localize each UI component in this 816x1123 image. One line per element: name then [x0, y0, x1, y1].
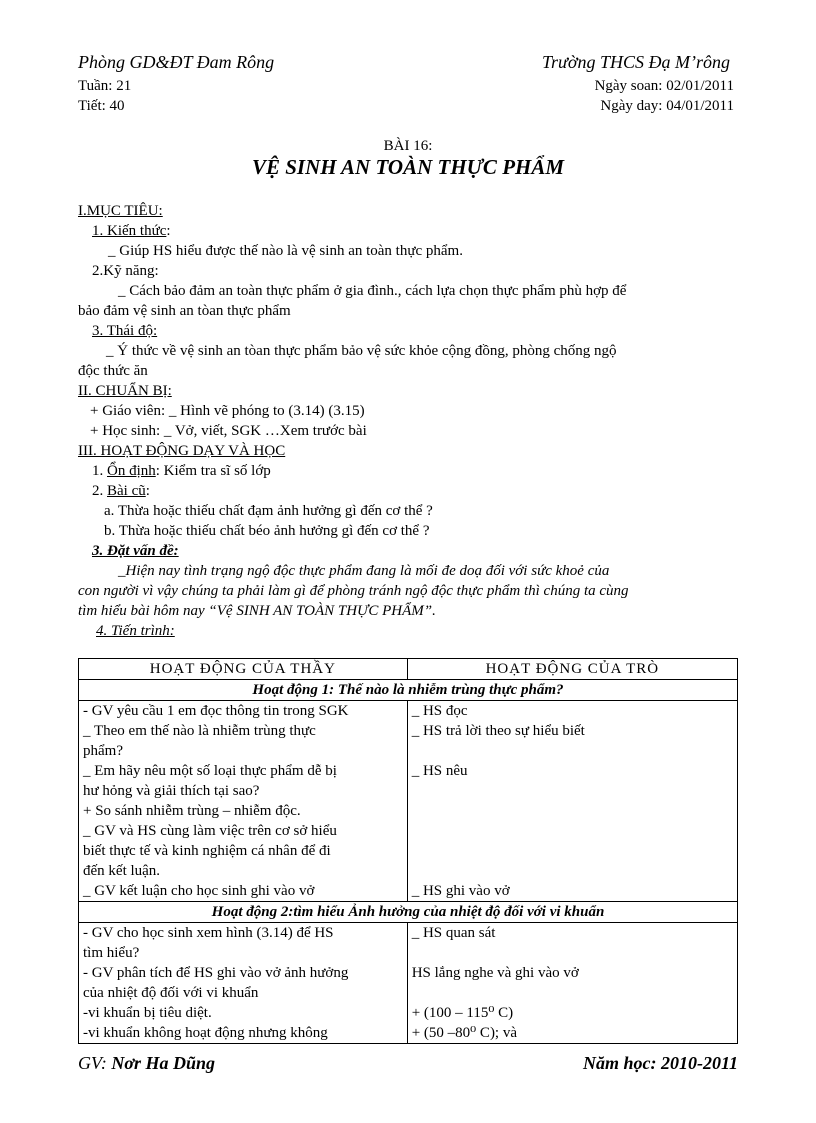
a1-student-line — [412, 741, 733, 761]
column-header-teacher: HOẠT ĐỘNG CỦA THẦY — [79, 659, 408, 680]
department-name: Phòng GD&ĐT Đam Rông — [78, 52, 275, 72]
footer-school-year: Năm học: 2010-2011 — [583, 1053, 738, 1073]
a2-student-line — [412, 943, 733, 963]
period-number: Tiết: 40 — [78, 98, 125, 114]
knowledge-text: _ Giúp HS hiểu được thế nào là vệ sinh an toàn thực phẩm. — [108, 243, 463, 259]
a1-student-line: _ HS trả lời theo sự hiểu biết — [411, 723, 585, 739]
a1-teacher-line: - GV yêu cầu 1 em đọc thông tin trong SGK — [83, 703, 349, 719]
a1-student-line — [412, 801, 733, 821]
a1-student-line — [412, 841, 733, 861]
a1-teacher-line: + So sánh nhiễm trùng – nhiễm độc. — [83, 803, 301, 819]
a2-teacher-line: tìm hiểu? — [83, 945, 140, 961]
a2-student-line — [412, 983, 733, 1003]
footer-teacher-label: GV: — [78, 1053, 112, 1073]
objectives-heading: I.MỤC TIÊU: — [78, 203, 163, 219]
lesson-body — [78, 201, 738, 641]
activity-2-header-row — [79, 902, 738, 923]
step1-prefix: 1. — [92, 463, 107, 479]
step1-text: : Kiểm tra sĩ số lớp — [155, 463, 271, 479]
column-header-student: HOẠT ĐỘNG CỦA TRÒ — [407, 659, 737, 680]
a2-teacher-line: -vi khuẩn không hoạt động nhưng không — [83, 1025, 328, 1041]
step2-label: Bài cũ — [107, 483, 146, 499]
skill-label: 2.Kỹ năng: — [92, 263, 159, 279]
a1-student-line: _ HS đọc — [411, 703, 468, 719]
a2-teacher-line: của nhiệt độ đối với vi khuẩn — [83, 985, 259, 1001]
activity-2-teacher-cell — [79, 923, 408, 1044]
lesson-title: VỆ SINH AN TOÀN THỰC PHẨM — [251, 155, 565, 179]
a1-teacher-line: _ GV kết luận cho học sinh ghi vào vở — [83, 883, 315, 899]
step3-label: 3. Đặt vấn đề: — [92, 543, 179, 559]
step1-label: Ổn định — [107, 463, 156, 479]
step4-label: 4. Tiến trình: — [96, 623, 175, 639]
table-header-row — [79, 659, 738, 680]
attitude-text-1: _ Ý thức về vệ sinh an tòan thực phẩm bảo vệ sức khỏe cộng đồng, phòng chống ngộ — [106, 343, 617, 359]
step2-prefix: 2. — [92, 483, 107, 499]
review-question-b: b. Thừa hoặc thiếu chất béo ảnh hưởng gì đến cơ thể ? — [104, 523, 430, 539]
a1-teacher-line: hư hỏng và giải thích tại sao? — [83, 783, 260, 799]
a2-student-line: _ HS quan sát — [411, 925, 496, 941]
knowledge-colon: : — [166, 223, 171, 239]
activity-2-student-cell — [407, 923, 737, 1044]
step3-text-1: _Hiện nay tình trạng ngộ độc thực phẩm đang là mối đe doạ đối với sức khoẻ của — [118, 563, 610, 579]
a2-student-line: HS lắng nghe và ghi vào vở — [411, 965, 579, 981]
activity-1-row — [79, 701, 738, 902]
a2-teacher-line: - GV phân tích để HS ghi vào vở ảnh hưởng — [83, 965, 349, 981]
activity-1-header-row — [79, 680, 738, 701]
step2-suffix: : — [145, 483, 150, 499]
a2-student-line: + (50 –80⁰ C); và — [411, 1025, 518, 1041]
step3-text-2: con người vì vậy chúng ta phải làm gì để phòng tránh ngộ độc thực phẩm thì chúng ta cùng — [78, 583, 629, 599]
a1-teacher-line: _ Theo em thế nào là nhiễm trùng thực — [83, 723, 316, 739]
skill-text-1: _ Cách bảo đảm an toàn thực phẩm ở gia đình., cách lựa chọn thực phẩm phù hợp để — [118, 283, 627, 299]
activity-1-title: Hoạt động 1: Thế nào là nhiễm trùng thực phẩm? — [79, 680, 738, 701]
attitude-label: 3. Thái độ: — [92, 323, 158, 339]
date-prepared: Ngày soan: 02/01/2011 — [594, 78, 734, 94]
a1-teacher-line: _ GV và HS cùng làm việc trên cơ sở hiểu — [83, 823, 337, 839]
preparation-heading: II. CHUẨN BỊ: — [78, 383, 172, 399]
a2-teacher-line: -vi khuẩn bị tiêu diệt. — [83, 1005, 212, 1021]
a2-student-line: + (100 – 115⁰ C) — [411, 1005, 514, 1021]
activity-1-student-cell — [407, 701, 737, 902]
a1-student-line — [412, 861, 733, 881]
activity-2-row — [79, 923, 738, 1044]
a1-student-line — [412, 821, 733, 841]
activities-heading: III. HOẠT ĐỘNG DẠY VÀ HỌC — [78, 443, 286, 459]
attitude-text-2: độc thức ăn — [78, 363, 148, 379]
activity-table — [78, 658, 738, 1044]
a1-teacher-line: _ Em hãy nêu một số loại thực phẩm dễ bị — [83, 763, 337, 779]
review-question-a: a. Thừa hoặc thiếu chất đạm ảnh hưởng gì đến cơ thể ? — [104, 503, 433, 519]
knowledge-label: 1. Kiến thức — [92, 223, 167, 239]
footer-teacher-name: Nơr Ha Dũng — [111, 1053, 216, 1073]
footer-teacher — [78, 1053, 215, 1074]
a2-teacher-line: - GV cho học sinh xem hình (3.14) để HS — [83, 925, 334, 941]
a1-teacher-line: đến kết luận. — [83, 863, 161, 879]
a1-student-line — [412, 781, 733, 801]
a1-student-line: _ HS ghi vào vở — [411, 883, 510, 899]
activity-2-title: Hoạt động 2:tìm hiểu Ảnh hưởng của nhiệt độ đối với vi khuẩn — [79, 902, 738, 923]
skill-text-2: bảo đảm vệ sinh an tòan thực phẩm — [78, 303, 291, 319]
preparation-student: + Học sinh: _ Vở, viết, SGK …Xem trước bài — [90, 423, 367, 439]
preparation-teacher: + Giáo viên: _ Hình vẽ phóng to (3.14) (3.15) — [90, 403, 365, 419]
school-name: Trường THCS Đạ M’rông — [542, 52, 730, 72]
lesson-number: BÀI 16: — [383, 138, 433, 154]
a1-teacher-line: phẩm? — [83, 743, 123, 759]
a1-teacher-line: biết thực tế và kinh nghiệm cá nhân để đi — [83, 843, 331, 859]
activity-1-teacher-cell — [79, 701, 408, 902]
step3-text-3: tìm hiểu bài hôm nay “Vệ SINH AN TOÀN THỰC PHẨM”. — [78, 603, 436, 619]
a1-student-line: _ HS nêu — [411, 763, 468, 779]
week-number: Tuần: 21 — [78, 78, 132, 94]
date-taught: Ngày day: 04/01/2011 — [600, 98, 734, 114]
